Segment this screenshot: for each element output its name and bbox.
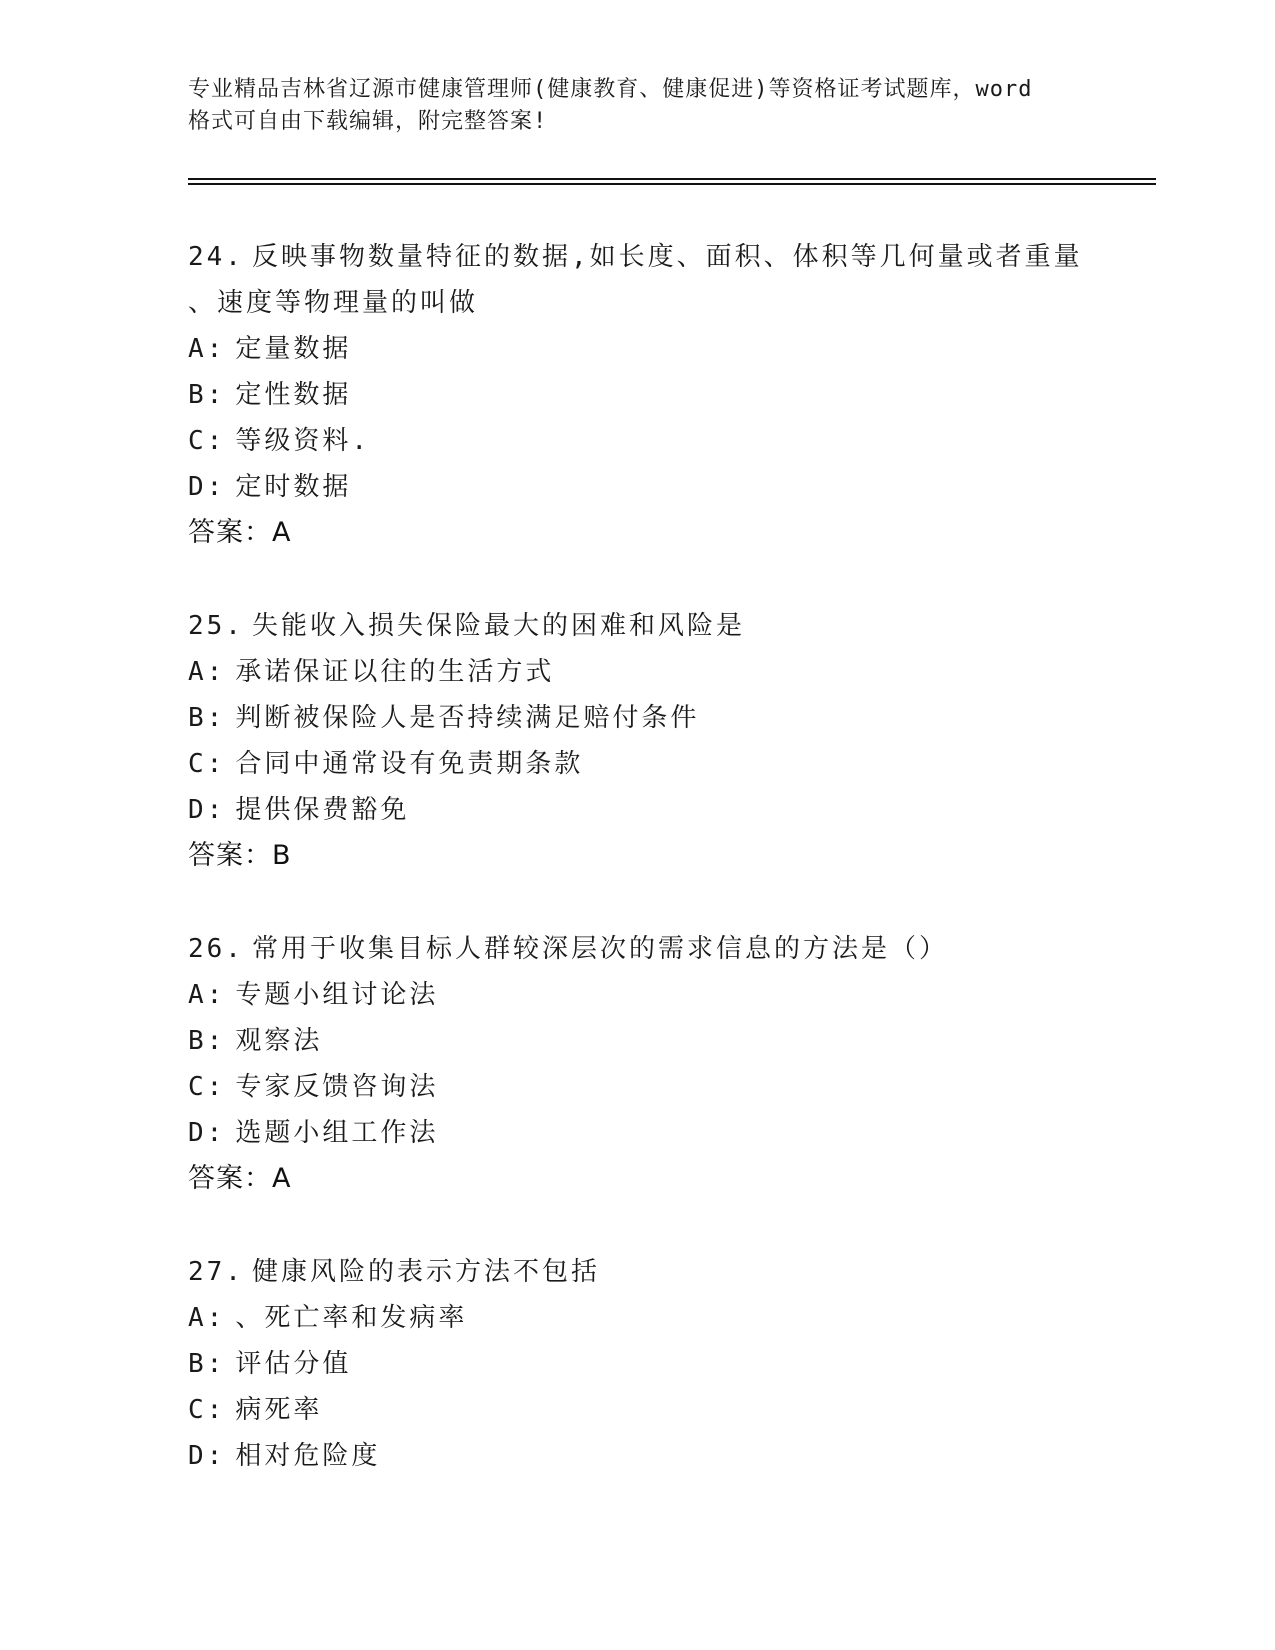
option-text: 合同中通常设有免责期条款 xyxy=(235,749,584,779)
option-c xyxy=(188,741,1088,787)
option-text: 等级资料. xyxy=(235,426,370,456)
option-label: B: xyxy=(188,1026,226,1056)
option-text: 专家反馈咨询法 xyxy=(235,1072,439,1102)
option-d xyxy=(188,464,1088,510)
question-27 xyxy=(188,1249,1088,1479)
question-25 xyxy=(188,603,1088,879)
question-text: 反映事物数量特征的数据,如长度、面积、体积等几何量或者重量 xyxy=(251,242,1083,272)
option-b xyxy=(188,1018,1088,1064)
option-text: 定性数据 xyxy=(235,380,352,410)
header-line-2: 格式可自由下载编辑，附完整答案! xyxy=(188,109,548,134)
header-line-1: 专业精品吉林省辽源市健康管理师(健康教育、健康促进)等资格证考试题库，word xyxy=(188,77,1033,102)
option-text: 病死率 xyxy=(235,1395,323,1425)
question-number: 24. xyxy=(188,242,244,272)
option-label: D: xyxy=(188,1118,226,1148)
option-a xyxy=(188,1295,1088,1341)
question-number: 27. xyxy=(188,1257,244,1287)
option-b xyxy=(188,695,1088,741)
option-c xyxy=(188,1387,1088,1433)
option-text: 评估分值 xyxy=(235,1349,352,1379)
option-label: A: xyxy=(188,1303,226,1333)
option-label: A: xyxy=(188,980,226,1010)
question-list xyxy=(188,234,1088,1526)
option-label: A: xyxy=(188,334,226,364)
option-c xyxy=(188,418,1088,464)
option-text: 判断被保险人是否持续满足赔付条件 xyxy=(235,703,700,733)
document-header xyxy=(188,74,1088,138)
option-a xyxy=(188,326,1088,372)
option-label: D: xyxy=(188,472,226,502)
answer-key: 答案：B xyxy=(188,840,292,871)
option-text: 、死亡率和发病率 xyxy=(235,1303,468,1333)
option-label: D: xyxy=(188,795,226,825)
option-label: D: xyxy=(188,1441,226,1471)
option-label: C: xyxy=(188,1395,226,1425)
option-text: 承诺保证以往的生活方式 xyxy=(235,657,555,687)
question-24 xyxy=(188,234,1088,556)
option-label: C: xyxy=(188,426,226,456)
option-text: 专题小组讨论法 xyxy=(235,980,439,1010)
option-b xyxy=(188,372,1088,418)
question-text: 常用于收集目标人群较深层次的需求信息的方法是（） xyxy=(251,934,948,964)
question-text: 失能收入损失保险最大的困难和风险是 xyxy=(251,611,745,641)
option-d xyxy=(188,787,1088,833)
option-b xyxy=(188,1341,1088,1387)
answer-key: 答案：A xyxy=(188,1163,292,1194)
question-26 xyxy=(188,926,1088,1202)
option-label: C: xyxy=(188,749,226,779)
option-d xyxy=(188,1110,1088,1156)
option-label: C: xyxy=(188,1072,226,1102)
option-text: 选题小组工作法 xyxy=(235,1118,439,1148)
option-a xyxy=(188,972,1088,1018)
question-text-continued: 、速度等物理量的叫做 xyxy=(188,288,479,318)
option-label: A: xyxy=(188,657,226,687)
option-d xyxy=(188,1433,1088,1479)
question-stem xyxy=(188,603,1088,649)
option-text: 相对危险度 xyxy=(235,1441,381,1471)
option-text: 定时数据 xyxy=(235,472,352,502)
header-divider-top xyxy=(188,178,1156,180)
option-text: 定量数据 xyxy=(235,334,352,364)
question-number: 26. xyxy=(188,934,244,964)
question-number: 25. xyxy=(188,611,244,641)
question-stem xyxy=(188,234,1088,280)
question-text: 健康风险的表示方法不包括 xyxy=(251,1257,600,1287)
answer-key: 答案：A xyxy=(188,517,292,548)
header-divider-bottom xyxy=(188,183,1156,185)
option-c xyxy=(188,1064,1088,1110)
question-stem xyxy=(188,1249,1088,1295)
option-text: 观察法 xyxy=(235,1026,323,1056)
option-label: B: xyxy=(188,703,226,733)
question-stem xyxy=(188,926,1088,972)
option-label: B: xyxy=(188,380,226,410)
option-label: B: xyxy=(188,1349,226,1379)
option-text: 提供保费豁免 xyxy=(235,795,410,825)
option-a xyxy=(188,649,1088,695)
